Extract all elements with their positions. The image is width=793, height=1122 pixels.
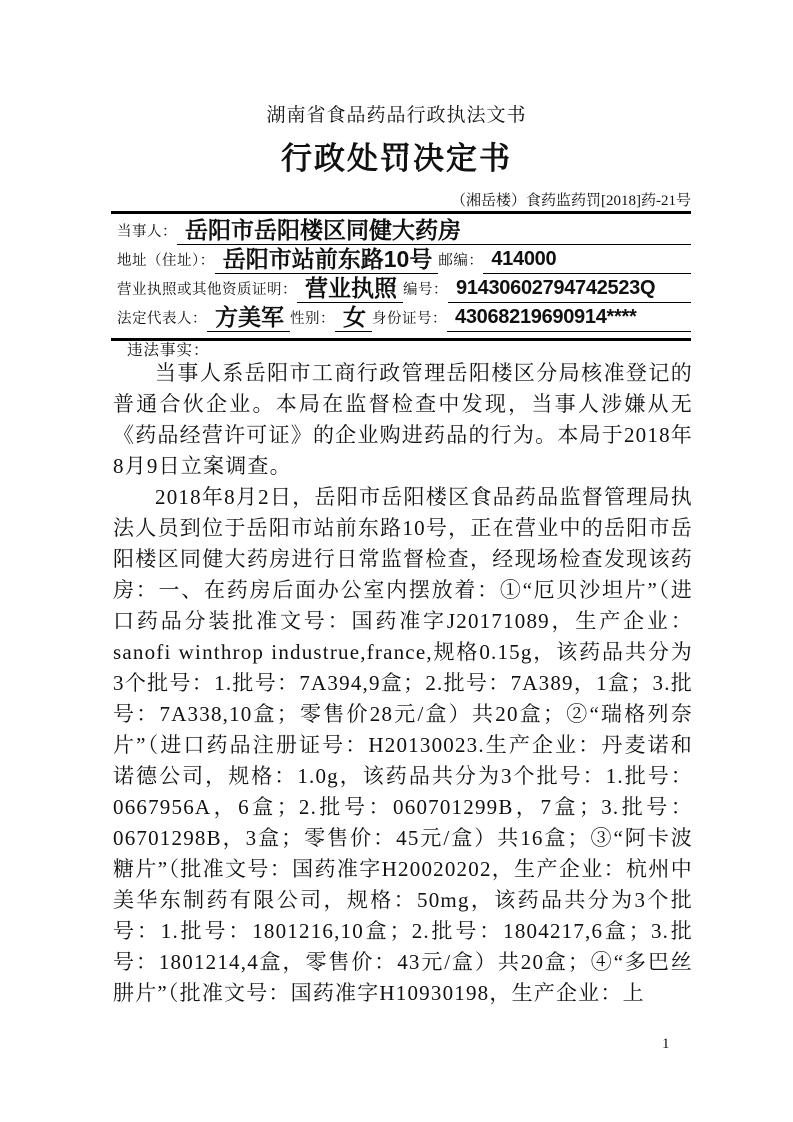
license-no-value: 91430602794742523Q [448,278,691,303]
document-body [113,358,693,1009]
party-info-table [111,211,691,341]
body-paragraph-2: 2018年8月2日，岳阳市岳阳楼区食品药品监督管理局执法人员到位于岳阳市站前东路10号，正在营业中的岳阳市岳阳楼区同健大药房进行日常监督检查，经现场检查发现该药房：一、在药房后面办公室内摆放着：①“厄贝沙坦片”（进口药品分装批准文号：国药准字J20171089，生产企业：sanofi winthrop industrue,france,规格0.15g，该药品共分为3个批号：1.批号：7A394,9盒；2.批号：7A389，1盒；3.批号：7A338,10盒；零售价28元/盒）共20盒；②“瑞格列奈片”（进口药品注册证号：H20130023.生产企业：丹麦诺和诺德公司，规格：1.0g，该药品共分为3个批号：1.批号：0667956A，6盒；2.批号：060701299B，7盒；3.批号：06701298B，3盒；零售价：45元/盒）共16盒；③“阿卡波糖片”（批准文号：国药准字H20020202，生产企业：杭州中美华东制药有限公司，规格：50mg，该药品共分为3个批号：1.批号：1801216,10盒；2.批号：1804217,6盒；3.批号：1801214,4盒，零售价：43元/盒）共20盒；④“多巴丝肼片”（批准文号：国药准字H10930198，生产企业：上 [113,485,693,1005]
id-number-label: 身份证号： [372,311,447,327]
page-number: 1 [662,1036,670,1052]
gender-label: 性别： [290,311,335,327]
id-number-value: 43068219690914**** [447,307,691,332]
license-no-label: 编号： [403,282,448,298]
body-paragraph-1: 当事人系岳阳市工商行政管理岳阳楼区分局核准登记的普通合伙企业。本局在监督检查中发现，当事人涉嫌从无《药品经营许可证》的企业购进药品的行为。本局于2018年8月9日立案调查。 [113,361,693,478]
legal-rep-label: 法定代表人： [117,311,207,327]
license-label: 营业执照或其他资质证明： [117,282,297,298]
doc-type-heading: 湖南省食品药品行政执法文书 [266,105,527,126]
doc-number: （湘岳楼）食药监药罚[2018]药-21号 [451,193,691,209]
postcode-label: 邮编： [438,253,484,269]
address-label: 地址（住址）： [117,253,215,269]
legal-rep-value: 方美军 [207,306,290,332]
field-row-party [117,216,691,245]
party-value: 岳阳市岳阳楼区同健大药房 [177,219,691,245]
field-row-license [117,274,691,303]
party-label: 当事人： [117,224,177,240]
address-value: 岳阳市站前东路10号 [215,248,439,274]
field-row-address [117,245,691,274]
facts-section-label: 违法事实： [127,342,210,359]
license-value: 营业执照 [297,277,403,303]
gender-value: 女 [335,306,372,332]
postcode-value: 414000 [483,249,691,274]
field-row-legal-rep [117,303,691,332]
doc-title: 行政处罚决定书 [281,141,512,176]
